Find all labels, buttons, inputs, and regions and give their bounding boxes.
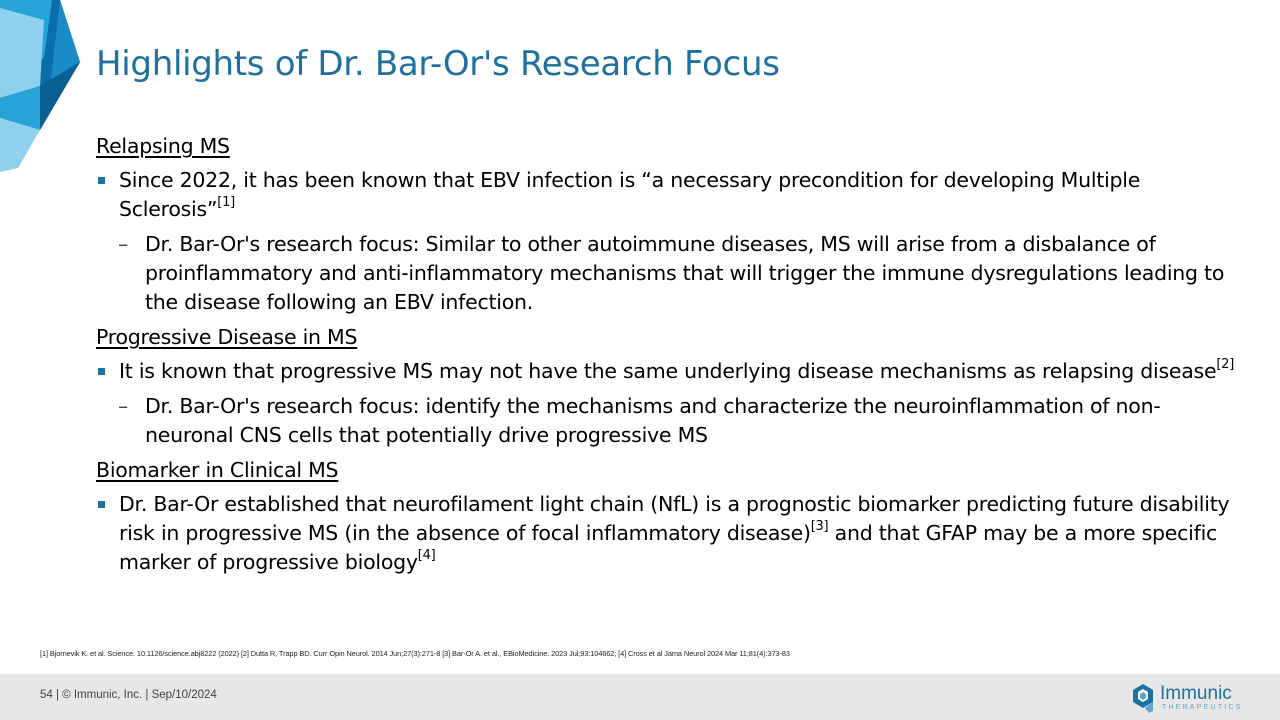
- logo-name: Immunic: [1160, 683, 1232, 704]
- sub-bullet-progressive-ms: [96, 392, 1246, 450]
- sub-bullet-text: Dr. Bar-Or's research focus: identify the mechanisms and characterize the neuroinflammation of non-neuronal CNS cells that potentially drive progressive MS: [145, 394, 1161, 447]
- square-bullet-icon: [98, 501, 105, 508]
- section-heading-relapsing-ms: Relapsing MS: [96, 134, 230, 158]
- square-bullet-icon: [98, 177, 105, 184]
- reference-marker: [1]: [217, 195, 235, 211]
- sub-bullet-text: Dr. Bar-Or's research focus: Similar to other autoimmune diseases, MS will arise from a disbalance of proinflammatory and anti-inflammatory mechanisms that will trigger the immune dysregulations leading to the disease following an EBV infection.: [145, 232, 1225, 314]
- sub-bullet-relapsing-ms: [96, 230, 1246, 317]
- footer-page-info: 54 | © Immunic, Inc. | Sep/10/2024: [40, 689, 217, 701]
- square-bullet-icon: [98, 368, 105, 375]
- slide-title: Highlights of Dr. Bar-Or's Research Focus: [96, 44, 780, 84]
- reference-marker: [3]: [810, 519, 829, 535]
- reference-marker: [4]: [417, 548, 436, 564]
- dash-bullet-icon: –: [118, 394, 128, 418]
- reference-marker: [2]: [1216, 357, 1235, 373]
- logo-tagline: THERAPEUTICS: [1162, 704, 1243, 711]
- immunic-logo-icon: [1131, 683, 1155, 713]
- slide-body: [96, 132, 1246, 577]
- section-heading-biomarker: Biomarker in Clinical MS: [96, 458, 339, 482]
- bullet-text: Dr. Bar-Or established that neurofilament light chain (NfL) is a prognostic biomarker predicting future disability risk in progressive MS (in the absence of focal inflammatory disease): [119, 492, 1230, 545]
- bullet-text: It is known that progressive MS may not have the same underlying disease mechanisms as relapsing disease: [119, 359, 1217, 383]
- company-logo: [1131, 683, 1246, 715]
- bullet-biomarker: [96, 490, 1246, 577]
- bullet-relapsing-ms: [96, 166, 1246, 224]
- bullet-text-continued: and that GFAP may be a more specific marker of progressive biology: [119, 521, 1218, 574]
- bullet-progressive-ms: [96, 357, 1246, 386]
- dash-bullet-icon: –: [118, 232, 128, 256]
- references-footnote: [1] Bjornevik K. et al. Science. 10.1126/science.abj8222 (2022) [2] Dutta R, Trapp BD. Curr Opin Neurol. 2014 Jun;27(3):271-8 [3] Bar-Or A. et al., EBioMedicine. 2023 Jul;93:104662; [4] Cross et al Jama Neurol 2024 Mar 11;81(4):373-83: [40, 649, 790, 658]
- bullet-text: Since 2022, it has been known that EBV infection is “a necessary precondition for developing Multiple Sclerosis”: [119, 168, 1141, 221]
- corner-decoration: [0, 0, 90, 180]
- footer-bar: [0, 674, 1280, 720]
- section-heading-progressive-ms: Progressive Disease in MS: [96, 325, 358, 349]
